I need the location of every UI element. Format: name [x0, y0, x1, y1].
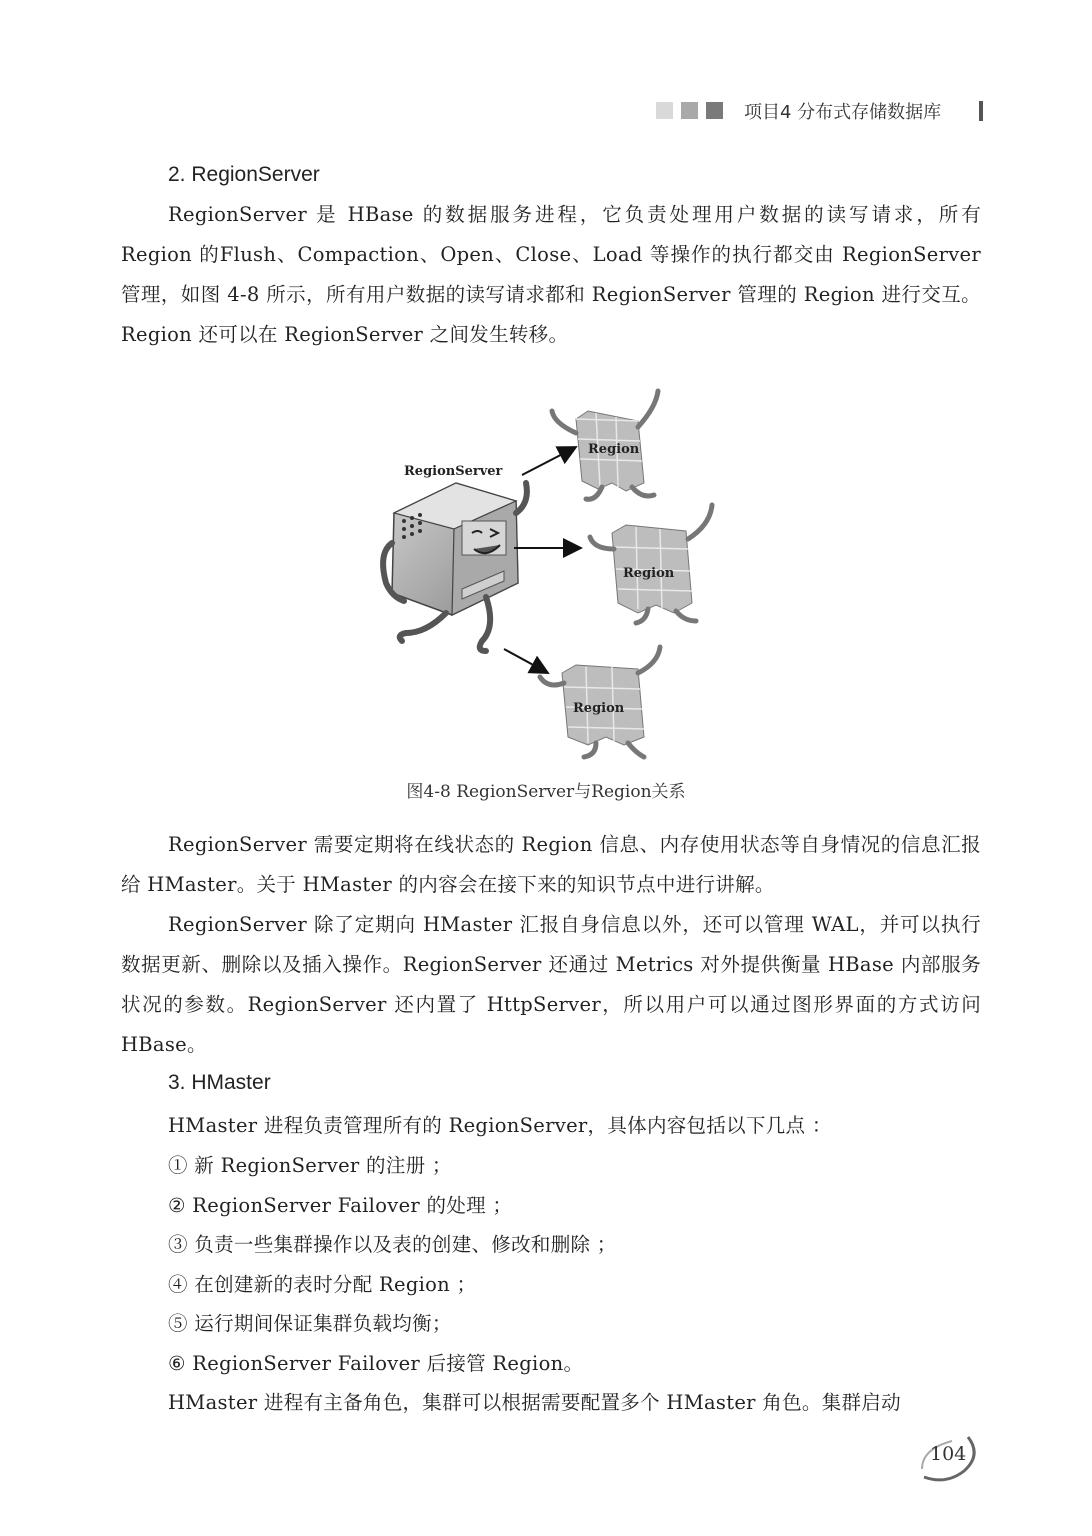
server-character	[383, 483, 527, 651]
list-item: ③ 负责一些集群操作以及表的创建、修改和删除 ；	[168, 1233, 617, 1256]
section-heading-regionserver: 2. RegionServer	[168, 163, 320, 186]
server-label: RegionServer	[404, 464, 503, 479]
header-square-light	[656, 102, 673, 119]
list-item: ⑥ RegionServer Failover 后接管 Region。	[168, 1352, 584, 1375]
list-item: ⑤ 运行期间保证集群负载均衡；	[168, 1312, 452, 1335]
page-number: 104	[930, 1443, 967, 1465]
figure-illustration	[376, 383, 736, 768]
region-label-3: Region	[573, 701, 625, 716]
header-title: 项目4 分布式存储数据库	[744, 102, 942, 123]
paragraph-regionserver-functions: RegionServer 除了定期向 HMaster 汇报自身信息以外，还可以管理 WAL，并可以执行数据更新、删除以及插入操作。RegionServer 还通过 Metrics 对外提供衡量 HBase 内部服务状况的参数。RegionServer 还内置了 HttpServer，所以用户可以通过图形界面的方式访问 HBase。	[121, 913, 981, 1056]
section-heading-hmaster: 3. HMaster	[168, 1071, 271, 1094]
list-item: ④ 在创建新的表时分配 Region ；	[168, 1273, 477, 1296]
arrow-to-region-3	[504, 649, 548, 673]
header-square-mid	[681, 102, 698, 119]
list-item: ② RegionServer Failover 的处理 ；	[168, 1194, 513, 1217]
header-square-dark	[706, 102, 723, 119]
region-label-1: Region	[588, 442, 640, 457]
hmaster-last-line: HMaster 进程有主备角色，集群可以根据需要配置多个 HMaster 角色。集群启动	[168, 1391, 901, 1414]
running-header	[0, 98, 1092, 128]
region-character-2	[590, 505, 712, 623]
list-item: ① 新 RegionServer 的注册 ；	[168, 1154, 452, 1177]
region-label-2: Region	[623, 566, 675, 581]
arrow-to-region-1	[522, 447, 576, 475]
paragraph-regionserver-report: RegionServer 需要定期将在线状态的 Region 信息、内存使用状态等自身情况的信息汇报给 HMaster。关于 HMaster 的内容会在接下来的知识节点中进行讲解。	[121, 833, 981, 896]
hmaster-intro: HMaster 进程负责管理所有的 RegionServer，具体内容包括以下几点 ：	[168, 1114, 832, 1137]
figure-caption: 图4-8 RegionServer与Region关系	[406, 782, 686, 802]
header-bar	[979, 101, 983, 121]
figure-regionserver-region	[376, 383, 736, 768]
paragraph-regionserver-intro: RegionServer 是 HBase 的数据服务进程，它负责处理用户数据的读写请求，所有 Region 的Flush、Compaction、Open、Close、Load 等操作的执行都交由 RegionServer 管理，如图 4-8 所示，所有用户数据的读写请求都和 RegionServer 管理的 Region 进行交互。Region 还可以在 RegionServer 之间发生转移。	[121, 203, 981, 346]
